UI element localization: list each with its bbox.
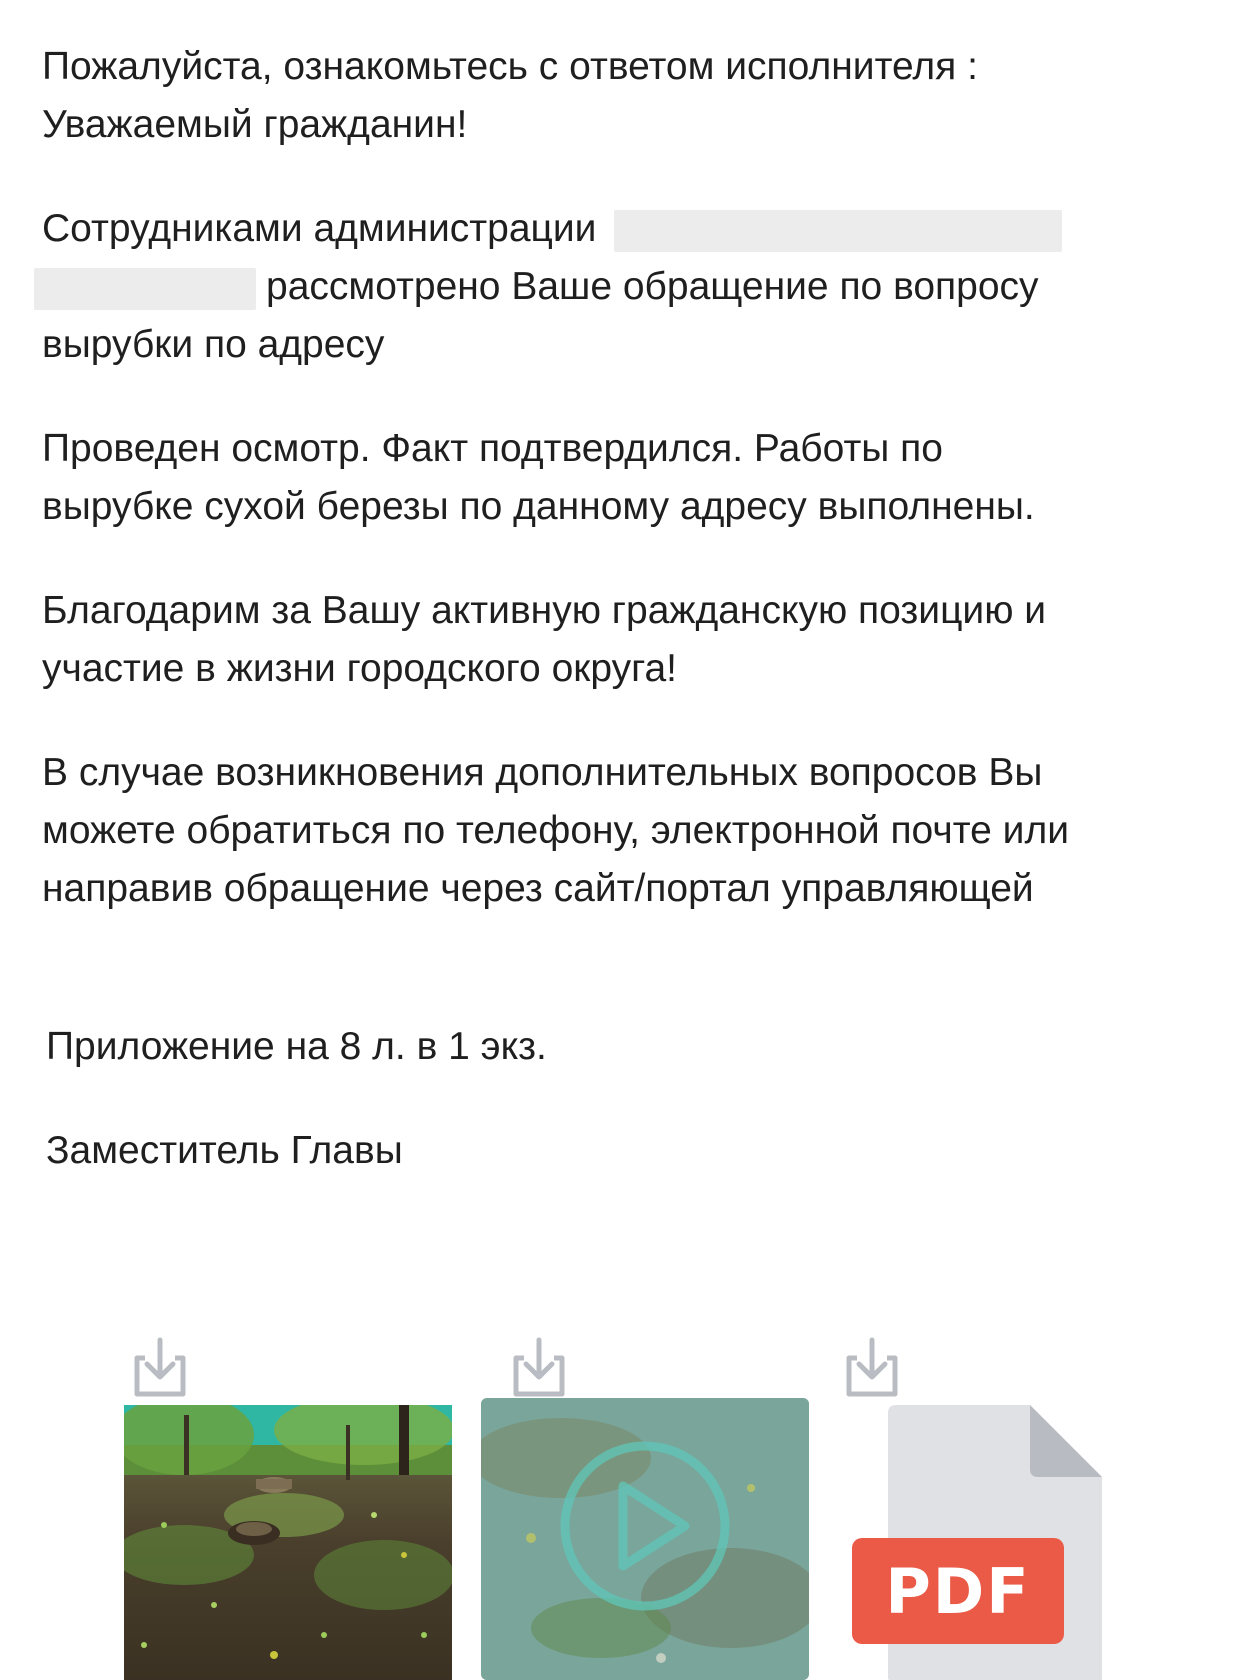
appendix-note: Приложение на 8 л. в 1 экз. bbox=[46, 1025, 547, 1068]
download-icon[interactable] bbox=[133, 1336, 187, 1398]
paragraph-contact-line-2: можете обратиться по телефону, электронной почте или bbox=[42, 809, 1069, 852]
greeting: Уважаемый гражданин! bbox=[42, 103, 468, 146]
redacted-block bbox=[34, 268, 256, 310]
paragraph-contact-line-1: В случае возникновения дополнительных вопросов Вы bbox=[42, 751, 1043, 794]
paragraph-thanks-line-2: участие в жизни городского округа! bbox=[42, 647, 677, 690]
photo-thumbnail bbox=[124, 1405, 452, 1680]
paragraph-review-line-2 bbox=[42, 258, 1242, 316]
intro-line: Пожалуйста, ознакомьтесь с ответом исполнителя : bbox=[42, 45, 978, 88]
redacted-block bbox=[614, 210, 1062, 252]
download-icon[interactable] bbox=[512, 1336, 566, 1398]
paragraph-review-text-1: Сотрудниками администрации bbox=[42, 207, 597, 250]
download-icon[interactable] bbox=[845, 1336, 899, 1398]
video-thumbnail bbox=[481, 1398, 809, 1680]
pdf-attachment[interactable] bbox=[852, 1405, 1102, 1680]
pdf-badge: PDF bbox=[852, 1538, 1064, 1644]
paragraph-review bbox=[42, 200, 1242, 258]
signature: Заместитель Главы bbox=[46, 1129, 403, 1172]
message-body bbox=[42, 38, 1242, 918]
photo-attachment[interactable] bbox=[124, 1405, 452, 1680]
video-attachment[interactable] bbox=[481, 1398, 809, 1680]
paragraph-review-line-3: вырубки по адресу bbox=[42, 323, 385, 366]
paragraph-result-line-1: Проведен осмотр. Факт подтвердился. Работы по bbox=[42, 427, 943, 470]
paragraph-contact-line-3: направив обращение через сайт/портал управляющей bbox=[42, 867, 1034, 910]
paragraph-result-line-2: вырубке сухой березы по данному адресу выполнены. bbox=[42, 485, 1035, 528]
paragraph-thanks-line-1: Благодарим за Вашу активную гражданскую позицию и bbox=[42, 589, 1047, 632]
paragraph-review-text-2: рассмотрено Ваше обращение по вопросу bbox=[266, 265, 1039, 308]
